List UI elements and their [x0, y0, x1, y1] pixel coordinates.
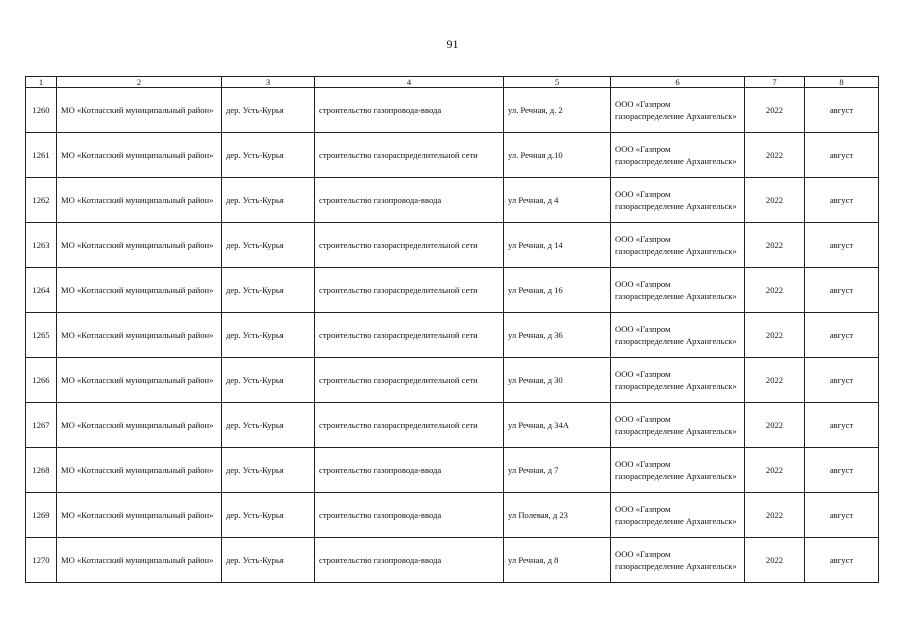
settlement-cell: дер. Усть-Курья [222, 358, 315, 403]
settlement-cell: дер. Усть-Курья [222, 403, 315, 448]
work-type-cell: строительство газораспределительной сети [315, 268, 504, 313]
work-type-cell: строительство газораспределительной сети [315, 313, 504, 358]
year-cell: 2022 [745, 268, 805, 313]
settlement-cell: дер. Усть-Курья [222, 133, 315, 178]
year-cell: 2022 [745, 313, 805, 358]
settlement-cell: дер. Усть-Курья [222, 313, 315, 358]
column-header-5: 5 [504, 77, 611, 88]
year-cell: 2022 [745, 133, 805, 178]
settlement-cell: дер. Усть-Курья [222, 268, 315, 313]
table-row [26, 178, 879, 223]
month-cell: август [805, 88, 879, 133]
column-header-7: 7 [745, 77, 805, 88]
municipality-cell: МО «Котласский муниципальный район» [57, 493, 222, 538]
row-number: 1261 [26, 133, 57, 178]
address-cell: ул Речная, д 7 [504, 448, 611, 493]
organization-cell: ООО «Газпром газораспределение Архангельск» [611, 358, 745, 403]
organization-cell: ООО «Газпром газораспределение Архангельск» [611, 88, 745, 133]
municipality-cell: МО «Котласский муниципальный район» [57, 178, 222, 223]
column-header-2: 2 [57, 77, 222, 88]
table-row [26, 493, 879, 538]
table-row [26, 88, 879, 133]
settlement-cell: дер. Усть-Курья [222, 88, 315, 133]
address-cell: ул Речная, д 14 [504, 223, 611, 268]
address-cell: ул Речная, д 8 [504, 538, 611, 583]
address-cell: ул Речная, д 16 [504, 268, 611, 313]
municipality-cell: МО «Котласский муниципальный район» [57, 268, 222, 313]
municipality-cell: МО «Котласский муниципальный район» [57, 538, 222, 583]
table-row [26, 538, 879, 583]
address-cell: ул Полевая, д 23 [504, 493, 611, 538]
work-type-cell: строительство газораспределительной сети [315, 403, 504, 448]
address-cell: ул Речная, д 34А [504, 403, 611, 448]
column-header-3: 3 [222, 77, 315, 88]
column-header-8: 8 [805, 77, 879, 88]
table-row [26, 403, 879, 448]
year-cell: 2022 [745, 178, 805, 223]
table-row [26, 268, 879, 313]
address-cell: ул Речная, д 36 [504, 313, 611, 358]
month-cell: август [805, 313, 879, 358]
municipality-cell: МО «Котласский муниципальный район» [57, 133, 222, 178]
month-cell: август [805, 538, 879, 583]
organization-cell: ООО «Газпром газораспределение Архангельск» [611, 493, 745, 538]
organization-cell: ООО «Газпром газораспределение Архангельск» [611, 313, 745, 358]
year-cell: 2022 [745, 448, 805, 493]
organization-cell: ООО «Газпром газораспределение Архангельск» [611, 268, 745, 313]
settlement-cell: дер. Усть-Курья [222, 538, 315, 583]
row-number: 1266 [26, 358, 57, 403]
column-header-1: 1 [26, 77, 57, 88]
organization-cell: ООО «Газпром газораспределение Архангельск» [611, 178, 745, 223]
settlement-cell: дер. Усть-Курья [222, 178, 315, 223]
work-type-cell: строительство газораспределительной сети [315, 223, 504, 268]
header-row [26, 77, 879, 88]
month-cell: август [805, 448, 879, 493]
work-type-cell: строительство газопровода-ввода [315, 178, 504, 223]
work-type-cell: строительство газораспределительной сети [315, 358, 504, 403]
month-cell: август [805, 178, 879, 223]
month-cell: август [805, 493, 879, 538]
settlement-cell: дер. Усть-Курья [222, 223, 315, 268]
year-cell: 2022 [745, 538, 805, 583]
year-cell: 2022 [745, 223, 805, 268]
row-number: 1264 [26, 268, 57, 313]
organization-cell: ООО «Газпром газораспределение Архангельск» [611, 538, 745, 583]
address-cell: ул. Речная д.10 [504, 133, 611, 178]
row-number: 1260 [26, 88, 57, 133]
work-type-cell: строительство газопровода-ввода [315, 493, 504, 538]
municipality-cell: МО «Котласский муниципальный район» [57, 223, 222, 268]
registry-table [25, 76, 879, 583]
table-row [26, 358, 879, 403]
address-cell: ул. Речная, д. 2 [504, 88, 611, 133]
work-type-cell: строительство газопровода-ввода [315, 88, 504, 133]
organization-cell: ООО «Газпром газораспределение Архангельск» [611, 448, 745, 493]
page-number: 91 [446, 37, 459, 51]
row-number: 1263 [26, 223, 57, 268]
organization-cell: ООО «Газпром газораспределение Архангельск» [611, 403, 745, 448]
month-cell: август [805, 403, 879, 448]
year-cell: 2022 [745, 88, 805, 133]
year-cell: 2022 [745, 403, 805, 448]
settlement-cell: дер. Усть-Курья [222, 493, 315, 538]
organization-cell: ООО «Газпром газораспределение Архангельск» [611, 133, 745, 178]
table-row [26, 448, 879, 493]
municipality-cell: МО «Котласский муниципальный район» [57, 313, 222, 358]
month-cell: август [805, 223, 879, 268]
row-number: 1270 [26, 538, 57, 583]
row-number: 1265 [26, 313, 57, 358]
settlement-cell: дер. Усть-Курья [222, 448, 315, 493]
month-cell: август [805, 268, 879, 313]
table-row [26, 313, 879, 358]
row-number: 1262 [26, 178, 57, 223]
address-cell: ул Речная, д 4 [504, 178, 611, 223]
work-type-cell: строительство газораспределительной сети [315, 133, 504, 178]
year-cell: 2022 [745, 358, 805, 403]
table-row [26, 133, 879, 178]
municipality-cell: МО «Котласский муниципальный район» [57, 448, 222, 493]
year-cell: 2022 [745, 493, 805, 538]
row-number: 1268 [26, 448, 57, 493]
address-cell: ул Речная, д 30 [504, 358, 611, 403]
municipality-cell: МО «Котласский муниципальный район» [57, 88, 222, 133]
row-number: 1269 [26, 493, 57, 538]
work-type-cell: строительство газопровода-ввода [315, 538, 504, 583]
month-cell: август [805, 358, 879, 403]
municipality-cell: МО «Котласский муниципальный район» [57, 403, 222, 448]
column-header-4: 4 [315, 77, 504, 88]
month-cell: август [805, 133, 879, 178]
organization-cell: ООО «Газпром газораспределение Архангельск» [611, 223, 745, 268]
table-row [26, 223, 879, 268]
work-type-cell: строительство газопровода-ввода [315, 448, 504, 493]
row-number: 1267 [26, 403, 57, 448]
municipality-cell: МО «Котласский муниципальный район» [57, 358, 222, 403]
column-header-6: 6 [611, 77, 745, 88]
